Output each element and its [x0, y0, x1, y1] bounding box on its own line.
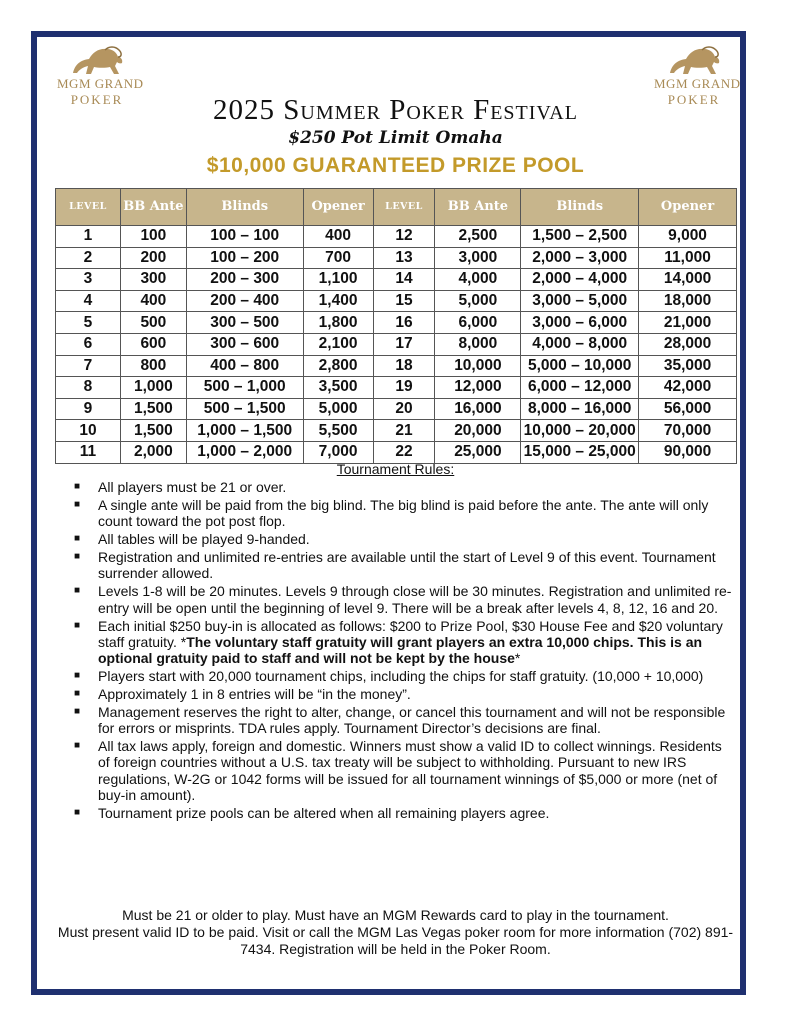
footer-line: Must present valid ID to be paid. Visit or call the MGM Las Vegas poker room for more information (702) 891-7434. Registration will be held in the Poker Room. — [57, 924, 734, 957]
header-blinds: Blinds — [186, 189, 303, 226]
table-cell: 500 — [120, 312, 186, 334]
rule-item — [72, 738, 732, 803]
table-cell: 1,000 — [120, 377, 186, 399]
table-cell: 8,000 – 16,000 — [521, 398, 639, 420]
rule-bold-text: The voluntary staff gratuity will grant players an extra 10,000 chips. This is an optional gratuity paid to staff and will not be kept by the house — [98, 633, 703, 667]
table-cell: 200 – 400 — [186, 290, 303, 312]
table-cell: 1,500 – 2,500 — [521, 226, 639, 248]
table-row — [56, 290, 737, 312]
table-cell: 21 — [373, 420, 435, 442]
table-cell: 12,000 — [435, 377, 521, 399]
logo-text-line2: POKER — [667, 92, 721, 107]
rule-item — [72, 805, 732, 821]
logo-text-line1: MGM GRAND — [57, 76, 144, 91]
table-cell: 18,000 — [639, 290, 737, 312]
table-cell: 3,000 – 5,000 — [521, 290, 639, 312]
table-cell: 20,000 — [435, 420, 521, 442]
table-cell: 14,000 — [639, 269, 737, 291]
rule-text: All players must be 21 or over. — [98, 479, 287, 495]
prize-pool-heading: $10,000 GUARANTEED PRIZE POOL — [206, 154, 585, 177]
rule-text: Tournament prize pools can be altered when all remaining players agree. — [98, 804, 550, 821]
rule-tail-text: * — [514, 650, 521, 667]
table-cell: 7,000 — [303, 441, 373, 463]
table-cell: 8 — [56, 377, 121, 399]
rule-item — [72, 704, 732, 736]
table-cell: 2,800 — [303, 355, 373, 377]
rule-item — [72, 531, 732, 547]
table-cell: 28,000 — [639, 333, 737, 355]
table-cell: 1,500 — [120, 398, 186, 420]
rule-item — [72, 668, 732, 684]
table-cell: 56,000 — [639, 398, 737, 420]
table-cell: 19 — [373, 377, 435, 399]
table-cell: 6,000 — [435, 312, 521, 334]
table-cell: 10 — [56, 420, 121, 442]
table-row — [56, 441, 737, 463]
table-cell: 400 – 800 — [186, 355, 303, 377]
lion-icon — [67, 40, 127, 78]
rule-text: Registration and unlimited re-entries are available until the start of Level 9 of this event. Tournament surrender allowed. — [98, 549, 716, 582]
rules-list — [72, 479, 732, 823]
table-cell: 2 — [56, 247, 121, 269]
table-cell: 5 — [56, 312, 121, 334]
logo-text-line2: POKER — [70, 92, 124, 107]
table-cell: 200 – 300 — [186, 269, 303, 291]
table-cell: 1,500 — [120, 420, 186, 442]
rule-text: A single ante will be paid from the big blind. The big blind is paid before the ante. The ante will only count toward the pot post flop. — [98, 497, 709, 530]
table-header-row — [56, 189, 737, 226]
bullet-icon: ■ — [74, 481, 81, 492]
bullet-icon: ■ — [74, 499, 81, 510]
bullet-icon: ■ — [74, 806, 81, 818]
table-cell: 2,000 — [120, 441, 186, 463]
table-cell: 2,500 — [435, 226, 521, 248]
table-cell: 22 — [373, 441, 435, 463]
table-cell: 4,000 – 8,000 — [521, 333, 639, 355]
table-cell: 2,100 — [303, 333, 373, 355]
table-cell: 17 — [373, 333, 435, 355]
table-cell: 7 — [56, 355, 121, 377]
table-row — [56, 420, 737, 442]
table-cell: 5,500 — [303, 420, 373, 442]
table-cell: 100 – 100 — [186, 226, 303, 248]
lion-icon — [664, 40, 724, 78]
header-level: LEVEL — [373, 189, 435, 226]
table-row — [56, 333, 737, 355]
table-cell: 1,400 — [303, 290, 373, 312]
table-cell: 4,000 — [435, 269, 521, 291]
table-cell: 3,000 — [435, 247, 521, 269]
table-cell: 15 — [373, 290, 435, 312]
table-cell: 2,000 – 4,000 — [521, 269, 639, 291]
table-cell: 21,000 — [639, 312, 737, 334]
table-row — [56, 355, 737, 377]
bullet-icon: ■ — [74, 688, 81, 700]
bullet-icon: ■ — [74, 619, 81, 631]
table-row — [56, 312, 737, 334]
table-cell: 2,000 – 3,000 — [521, 247, 639, 269]
table-cell: 4 — [56, 290, 121, 312]
table-cell: 9 — [56, 398, 121, 420]
table-cell: 9,000 — [639, 226, 737, 248]
table-cell: 3,500 — [303, 377, 373, 399]
table-row — [56, 398, 737, 420]
table-row — [56, 226, 737, 248]
table-cell: 6 — [56, 333, 121, 355]
header-blinds: Blinds — [521, 189, 639, 226]
bullet-icon: ■ — [74, 585, 81, 597]
table-cell: 5,000 — [303, 398, 373, 420]
bullet-icon: ■ — [74, 551, 81, 563]
header-bb-ante: BB Ante — [120, 189, 186, 226]
blind-structure-table — [55, 188, 737, 464]
header-bb-ante: BB Ante — [435, 189, 521, 226]
table-row — [56, 269, 737, 291]
table-cell: 400 — [120, 290, 186, 312]
table-cell: 16,000 — [435, 398, 521, 420]
table-cell: 5,000 — [435, 290, 521, 312]
table-cell: 10,000 — [435, 355, 521, 377]
table-cell: 15,000 – 25,000 — [521, 441, 639, 463]
table-cell: 20 — [373, 398, 435, 420]
table-cell: 200 — [120, 247, 186, 269]
rule-item — [72, 479, 732, 495]
bullet-icon: ■ — [74, 670, 81, 682]
table-cell: 10,000 – 20,000 — [521, 420, 639, 442]
table-cell: 1,000 – 1,500 — [186, 420, 303, 442]
table-row — [56, 247, 737, 269]
table-cell: 100 — [120, 226, 186, 248]
table-cell: 42,000 — [639, 377, 737, 399]
logo-text-line1: MGM GRAND — [654, 76, 741, 91]
rule-text: Players start with 20,000 tournament chips, including the chips for staff gratuity. (10,000 + 10,000) — [98, 668, 704, 685]
table-cell: 18 — [373, 355, 435, 377]
table-cell: 1,100 — [303, 269, 373, 291]
table-cell: 5,000 – 10,000 — [521, 355, 639, 377]
rules-title: Tournament Rules: — [336, 461, 455, 477]
table-cell: 13 — [373, 247, 435, 269]
rule-item — [72, 549, 732, 581]
rule-text: Management reserves the right to alter, change, or cancel this tournament and will not be responsible for errors or misprints. TDA rules apply. Tournament Director’s decisions are final. — [98, 704, 726, 737]
rule-text: Levels 1-8 will be 20 minutes. Levels 9 through close will be 30 minutes. Registration and unlimited re-entry will be open until the beginning of level 9. There will be a break after levels 4, 8, 12, 16 and 20. — [98, 583, 732, 616]
table-cell: 70,000 — [639, 420, 737, 442]
table-cell: 400 — [303, 226, 373, 248]
rule-item — [72, 618, 732, 667]
table-cell: 1,800 — [303, 312, 373, 334]
rule-item — [72, 497, 732, 529]
table-cell: 14 — [373, 269, 435, 291]
header-opener: Opener — [639, 189, 737, 226]
table-cell: 11,000 — [639, 247, 737, 269]
table-cell: 500 – 1,500 — [186, 398, 303, 420]
table-cell: 300 – 600 — [186, 333, 303, 355]
table-cell: 500 – 1,000 — [186, 377, 303, 399]
table-cell: 25,000 — [435, 441, 521, 463]
table-row — [56, 377, 737, 399]
footer — [50, 907, 741, 958]
table-cell: 35,000 — [639, 355, 737, 377]
bullet-icon: ■ — [74, 740, 81, 752]
table-cell: 800 — [120, 355, 186, 377]
table-cell: 8,000 — [435, 333, 521, 355]
table-cell: 12 — [373, 226, 435, 248]
rule-text: Approximately 1 in 8 entries will be “in the money”. — [98, 686, 411, 703]
bullet-icon: ■ — [74, 533, 81, 545]
table-cell: 16 — [373, 312, 435, 334]
table-cell: 100 – 200 — [186, 247, 303, 269]
rule-text: All tax laws apply, foreign and domestic. Winners must show a valid ID to collect winnings. Residents of foreign countries without a U.S. tax treaty will be subject to withholding. Pursuant to new IRS regulations, W-2G or 1042 forms will be issued for all tournament winnings of $5,000 or more (net of buy-in amount). — [98, 738, 722, 803]
table-cell: 11 — [56, 441, 121, 463]
page-subtitle: $250 Pot Limit Omaha — [288, 128, 503, 148]
table-cell: 3 — [56, 269, 121, 291]
header-opener: Opener — [303, 189, 373, 226]
footer-line: Must be 21 or older to play. Must have an MGM Rewards card to play in the tournament. — [122, 907, 669, 923]
rule-item — [72, 686, 732, 702]
table-cell: 1 — [56, 226, 121, 248]
rule-text: Each initial $250 buy-in is allocated as follows: $200 to Prize Pool, $30 House Fee and $20 voluntary staff gratuity. * — [98, 617, 723, 650]
table-cell: 1,000 – 2,000 — [186, 441, 303, 463]
table-cell: 6,000 – 12,000 — [521, 377, 639, 399]
table-cell: 300 – 500 — [186, 312, 303, 334]
table-cell: 700 — [303, 247, 373, 269]
table-cell: 3,000 – 6,000 — [521, 312, 639, 334]
table-cell: 600 — [120, 333, 186, 355]
rule-item — [72, 583, 732, 615]
bullet-icon: ■ — [74, 706, 81, 718]
table-cell: 300 — [120, 269, 186, 291]
header-level: LEVEL — [56, 189, 121, 226]
page-title: 2025 Summer Poker Festival — [213, 94, 578, 126]
rule-text: All tables will be played 9-handed. — [98, 531, 310, 548]
table-cell: 90,000 — [639, 441, 737, 463]
